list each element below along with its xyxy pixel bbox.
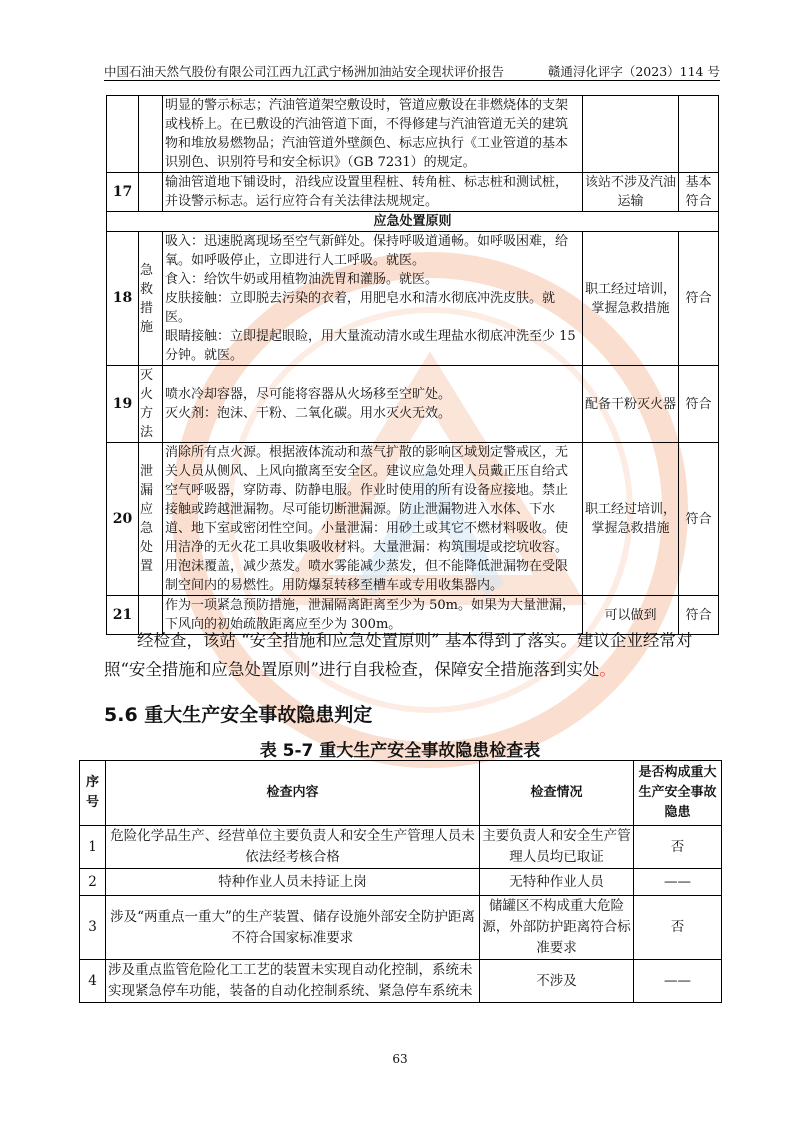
safety-measures-table <box>106 95 719 635</box>
row-number: 18 <box>107 232 139 366</box>
section-title: 应急处置原则 <box>107 212 719 232</box>
hazard-verdict: 否 <box>634 896 722 960</box>
section-heading: 5.6 重大生产安全事故隐患判定 <box>104 704 373 726</box>
check-content: 涉及重点监管危险化工工艺的装置未实现自动化控制，系统未实现紧急停车功能，装备的自动化控制系统、紧急停车系统未 <box>108 962 473 999</box>
check-content: 涉及“两重点一重大”的生产装置、储存设施外部安全防护距离不符合国家标准要求 <box>106 896 480 960</box>
header-report-number: 赣通浔化评字（2023）114 号 <box>547 64 720 79</box>
conclusion-end-mark: 。 <box>599 660 616 679</box>
conclusion-text: 经检查，该站 “安全措施和应急处置原则” 基本得到了落实。建议企业经常对照“安全措施和应急处置原则”进行自我检查，保障安全措施落到实处 <box>104 631 693 679</box>
hazard-verdict: —— <box>634 869 722 896</box>
measure-category: 急救措施 <box>139 232 163 366</box>
table-row <box>80 960 722 1003</box>
measure-description <box>163 232 583 366</box>
measure-category: 泄漏应急处置 <box>139 443 163 596</box>
table-row <box>107 366 719 443</box>
col-header-content: 检查内容 <box>106 761 480 826</box>
row-number: 2 <box>80 869 106 896</box>
major-hazard-table <box>79 760 722 1003</box>
table-row <box>107 173 719 212</box>
table-row <box>80 826 722 869</box>
col-header-result: 是否构成重大生产安全事故隐患 <box>634 761 722 826</box>
check-result: 符合 <box>679 232 719 366</box>
check-result: 符合 <box>679 443 719 596</box>
first-aid-ingestion: 食入：给饮牛奶或用植物油洗胃和灌肠。就医。 <box>165 272 439 287</box>
hazard-verdict: —— <box>634 960 722 1003</box>
hazard-verdict: 否 <box>634 826 722 869</box>
check-situation: 无特种作业人员 <box>480 869 634 896</box>
section-row <box>107 212 719 232</box>
check-situation: 该站不涉及汽油运输 <box>583 173 679 212</box>
check-situation: 职工经过培训，掌握急救措施 <box>583 232 679 366</box>
table-caption: 表 5-7 重大生产安全事故隐患检查表 <box>259 741 541 761</box>
check-result: 符合 <box>679 366 719 443</box>
first-aid-eyes: 眼睛接触：立即提起眼睑，用大量流动清水或生理盐水彻底冲洗至少 15 分钟。就医。 <box>165 329 576 363</box>
check-situation: 主要负责人和安全生产管理人员均已取证 <box>480 826 634 869</box>
measure-category: 灭火方法 <box>139 366 163 443</box>
first-aid-inhalation: 吸入：迅速脱离现场至空气新鲜处。保持呼吸道通畅。如呼吸困难，给氧。如呼吸停止，立即进行人工呼吸。就医。 <box>165 234 569 268</box>
check-situation: 职工经过培训，掌握急救措施 <box>583 443 679 596</box>
check-result: 基本符合 <box>679 173 719 212</box>
table-header-row <box>80 761 722 826</box>
measure-description: 明显的警示标志；汽油管道架空敷设时，管道应敷设在非燃烧体的支架或栈桥上。在已敷设的汽油管道下面，不得修建与汽油管道无关的建筑物和堆放易燃物品；汽油管道外壁颜色、标志应执行《工业管道的基本识别色、识别符号和安全标识》（GB 7231）的规定。 <box>163 96 583 173</box>
row-number: 3 <box>80 896 106 960</box>
page-number: 63 <box>392 1052 408 1066</box>
extinguish-agent-line: 灭火剂：泡沫、干粉、二氧化碳。用水灭火无效。 <box>165 406 452 421</box>
col-header-situation: 检查情况 <box>480 761 634 826</box>
row-number: 4 <box>80 960 106 1003</box>
check-situation: 储罐区不构成重大危险源，外部防护距离符合标准要求 <box>480 896 634 960</box>
measure-description: 输油管道地下铺设时，沿线应设置里程桩、转角桩、标志桩和测试桩，并设警示标志。运行应符合有关法律法规规定。 <box>163 173 583 212</box>
check-situation: 配备干粉灭火器 <box>583 366 679 443</box>
check-content: 危险化学品生产、经营单位主要负责人和安全生产管理人员未依法经考核合格 <box>106 826 480 869</box>
extinguish-line: 喷水冷却容器，尽可能将容器从火场移至空旷处。 <box>165 387 452 402</box>
check-result: 符合 <box>679 596 719 635</box>
check-situation: 可以做到 <box>583 596 679 635</box>
check-content: 特种作业人员未持证上岗 <box>106 869 480 896</box>
measure-description <box>163 366 583 443</box>
table-row <box>107 232 719 366</box>
page-header <box>104 60 720 81</box>
first-aid-skin: 皮肤接触：立即脱去污染的衣着，用肥皂水和清水彻底冲洗皮肤。就医。 <box>165 291 556 325</box>
table-row <box>80 869 722 896</box>
row-number: 21 <box>107 596 139 635</box>
col-header-number: 序号 <box>80 761 106 826</box>
conclusion-paragraph <box>104 626 722 684</box>
measure-description: 消除所有点火源。根据液体流动和蒸气扩散的影响区域划定警戒区，无关人员从侧风、上风向撤离至安全区。建议应急处理人员戴正压自给式空气呼吸器，穿防毒、防静电服。作业时使用的所有设备应接地。禁止接触或跨越泄漏物。尽可能切断泄漏源。防止泄漏物进入水体、下水道、地下室或密闭性空间。小量泄漏：用砂土或其它不燃材料吸收。使用洁净的无火花工具收集吸收材料。大量泄漏：构筑围堤或挖坑收容。用泡沫覆盖，减少蒸发。喷水雾能减少蒸发，但不能降低泄漏物在受限制空间内的易燃性。用防爆泵转移至槽车或专用收集器内。 <box>163 443 583 596</box>
measure-description: 作为一项紧急预防措施，泄漏隔离距离至少为 50m。如果为大量泄漏，下风向的初始疏散距离应至少为 300m。 <box>163 596 583 635</box>
row-number: 17 <box>107 173 139 212</box>
table-row <box>107 96 719 173</box>
table-row <box>80 896 722 960</box>
table-row <box>107 443 719 596</box>
header-report-title: 中国石油天然气股份有限公司江西九江武宁杨洲加油站安全现状评价报告 <box>104 64 505 79</box>
check-situation: 不涉及 <box>480 960 634 1003</box>
row-number: 19 <box>107 366 139 443</box>
row-number: 1 <box>80 826 106 869</box>
row-number: 20 <box>107 443 139 596</box>
